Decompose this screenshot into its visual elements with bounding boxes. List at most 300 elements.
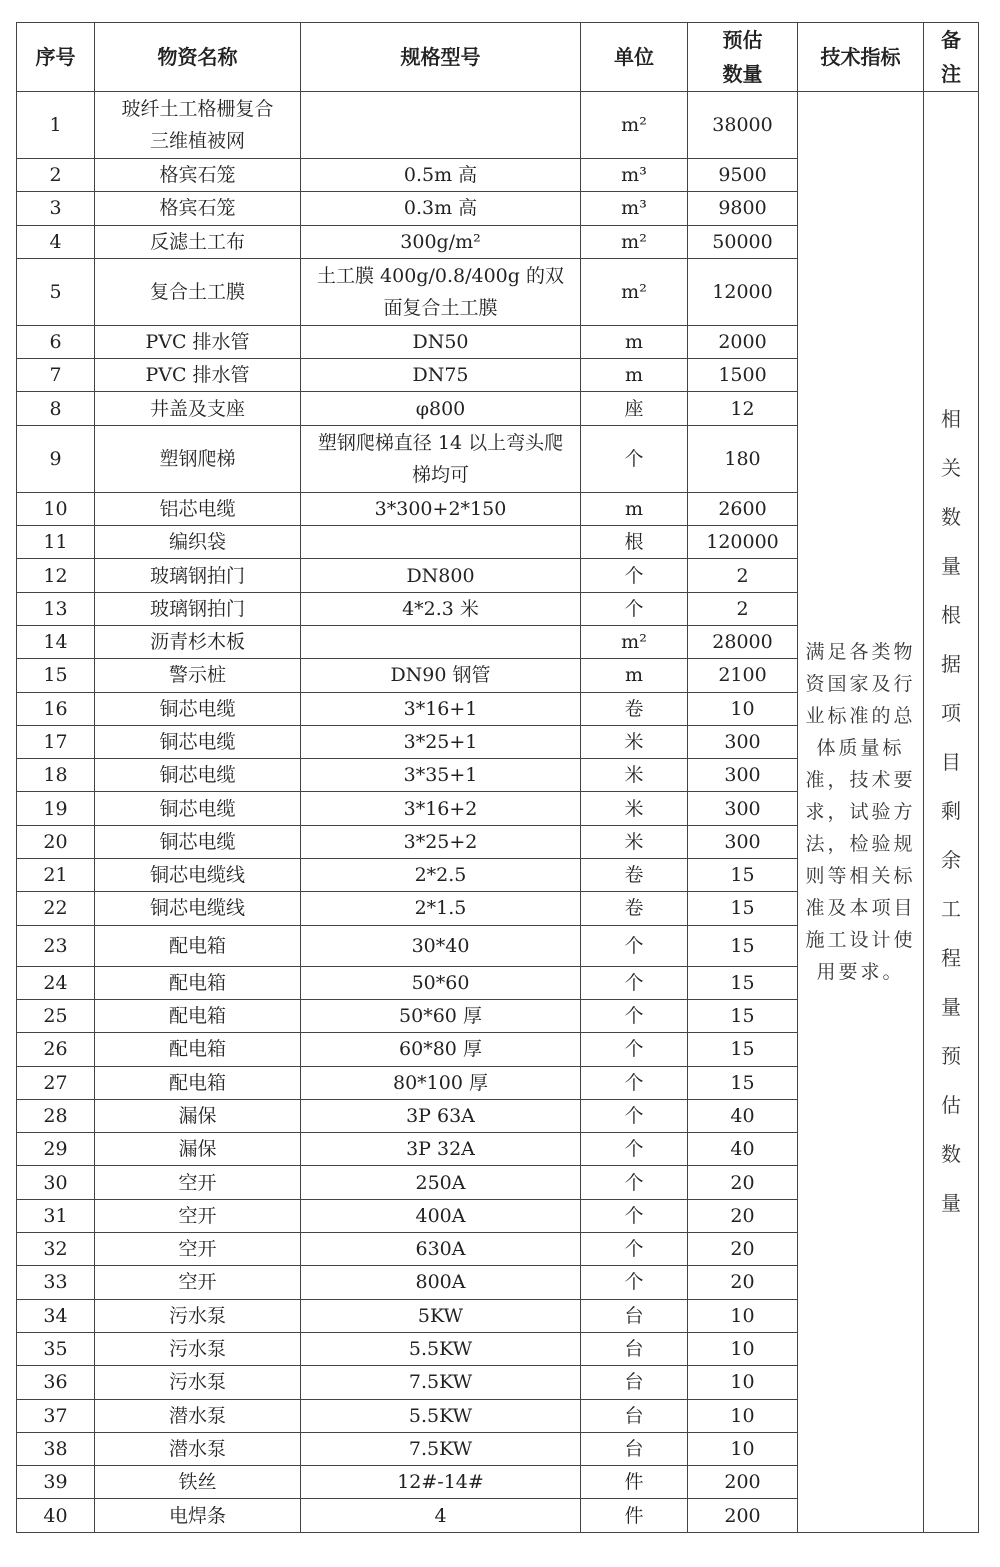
- cell-spec: [301, 659, 581, 692]
- cell-name-text: 井盖及支座: [149, 397, 245, 420]
- cell-unit: [581, 192, 688, 225]
- cell-no-text: 5: [49, 280, 62, 303]
- cell-qty: [688, 592, 798, 625]
- cell-name-text: 沥青杉木板: [149, 631, 245, 654]
- cell-name: [95, 1466, 301, 1499]
- cell-unit-text: 个: [624, 447, 644, 470]
- cell-unit: [581, 492, 688, 525]
- cell-qty-text: 10: [730, 697, 755, 720]
- cell-spec-text: 7.5KW: [408, 1437, 473, 1460]
- cell-no-text: 34: [43, 1304, 68, 1327]
- cell-qty: [688, 1332, 798, 1365]
- cell-spec: [301, 625, 581, 658]
- cell-unit: [581, 1166, 688, 1199]
- cell-qty-text: 1500: [718, 364, 767, 387]
- cell-qty-text: 28000: [712, 631, 773, 654]
- cell-spec: [301, 1499, 581, 1532]
- cell-no: [17, 1499, 95, 1532]
- cell-name: [95, 1099, 301, 1132]
- cell-no-text: 13: [43, 597, 68, 620]
- cell-no-text: 27: [43, 1071, 68, 1094]
- cell-no: [17, 526, 95, 559]
- header-remark: [924, 23, 979, 92]
- cell-name: [95, 325, 301, 358]
- cell-unit-text: m: [624, 497, 644, 520]
- cell-spec-text: 3*25+2: [403, 830, 478, 853]
- remark-text: 相关数量根据项目剩余工程量预估数量: [941, 407, 961, 1216]
- cell-unit-text: 个: [624, 1204, 644, 1227]
- cell-spec: [301, 425, 581, 492]
- cell-no: [17, 659, 95, 692]
- cell-spec: [301, 392, 581, 425]
- cell-unit: [581, 925, 688, 966]
- cell-unit: [581, 1332, 688, 1365]
- cell-unit-text: 米: [624, 764, 644, 787]
- cell-qty-text: 20: [730, 1204, 755, 1227]
- cell-spec-text: 12#-14#: [397, 1471, 484, 1494]
- cell-name-text: 污水泵: [168, 1338, 226, 1361]
- cell-no-text: 19: [43, 797, 68, 820]
- cell-spec-text: 0.3m 高: [403, 197, 478, 220]
- cell-name-text: 铜芯电缆线: [149, 864, 245, 887]
- cell-unit-text: 台: [624, 1371, 644, 1394]
- cell-qty-text: 2: [736, 564, 749, 587]
- cell-spec-text: 400A: [415, 1204, 466, 1227]
- cell-name-text: 空开: [178, 1271, 217, 1294]
- cell-spec-text: 30*40: [411, 934, 470, 957]
- cell-unit-text: 台: [624, 1338, 644, 1361]
- cell-no-text: 2: [49, 164, 62, 187]
- cell-qty-text: 180: [724, 447, 761, 470]
- cell-no: [17, 1233, 95, 1266]
- cell-no: [17, 1299, 95, 1332]
- cell-name: [95, 526, 301, 559]
- cell-unit-text: 个: [624, 1005, 644, 1028]
- cell-spec: [301, 92, 581, 159]
- cell-spec: [301, 1266, 581, 1299]
- cell-qty-text: 300: [724, 830, 761, 853]
- cell-name: [95, 1233, 301, 1266]
- cell-unit-text: 个: [624, 1271, 644, 1294]
- cell-no-text: 28: [43, 1104, 68, 1127]
- cell-unit-text: m: [624, 364, 644, 387]
- cell-qty-text: 20: [730, 1171, 755, 1194]
- cell-name-text: 塑钢爬梯: [159, 447, 236, 470]
- cell-name-text: 配电箱: [168, 1071, 226, 1094]
- header-qty: [688, 23, 798, 92]
- cell-spec-text: DN90 钢管: [390, 664, 491, 687]
- cell-spec: [301, 559, 581, 592]
- cell-spec-text: 2*2.5: [414, 864, 467, 887]
- materials-table: [16, 22, 979, 1533]
- cell-unit: [581, 92, 688, 159]
- cell-unit-text: m: [624, 331, 644, 354]
- cell-unit-text: m³: [621, 164, 647, 187]
- cell-qty: [688, 1033, 798, 1066]
- cell-no: [17, 1033, 95, 1066]
- cell-unit-text: 卷: [624, 697, 644, 720]
- cell-no-text: 39: [43, 1471, 68, 1494]
- cell-spec: [301, 892, 581, 925]
- cell-unit: [581, 859, 688, 892]
- cell-no: [17, 92, 95, 159]
- cell-qty: [688, 1466, 798, 1499]
- cell-name: [95, 625, 301, 658]
- cell-unit: [581, 1432, 688, 1465]
- cell-spec: [301, 1466, 581, 1499]
- cell-spec-text: 3P 32A: [406, 1138, 475, 1161]
- cell-spec: [301, 925, 581, 966]
- cell-no: [17, 359, 95, 392]
- header-qty-label: 预估数量: [722, 28, 763, 86]
- cell-qty: [688, 1199, 798, 1232]
- cell-qty: [688, 625, 798, 658]
- cell-qty-text: 15: [730, 897, 755, 920]
- cell-spec: [301, 825, 581, 858]
- cell-qty-text: 2600: [718, 497, 767, 520]
- cell-unit: [581, 1199, 688, 1232]
- cell-no: [17, 1332, 95, 1365]
- cell-unit-text: 个: [624, 971, 644, 994]
- cell-qty: [688, 325, 798, 358]
- cell-qty-text: 15: [730, 1071, 755, 1094]
- cell-name: [95, 92, 301, 159]
- cell-spec: [301, 1332, 581, 1365]
- cell-name: [95, 692, 301, 725]
- cell-no: [17, 192, 95, 225]
- cell-qty: [688, 892, 798, 925]
- cell-name-text: 铜芯电缆: [159, 797, 236, 820]
- cell-name: [95, 425, 301, 492]
- cell-unit-text: 个: [624, 1138, 644, 1161]
- cell-unit-text: m²: [621, 114, 647, 136]
- cell-name-text: 编织袋: [168, 531, 226, 554]
- cell-unit: [581, 759, 688, 792]
- cell-unit: [581, 1466, 688, 1499]
- cell-spec: [301, 1133, 581, 1166]
- cell-qty: [688, 759, 798, 792]
- cell-qty-text: 40: [730, 1138, 755, 1161]
- cell-name: [95, 1432, 301, 1465]
- cell-qty: [688, 692, 798, 725]
- cell-name-text: 漏保: [178, 1104, 217, 1127]
- cell-unit: [581, 1266, 688, 1299]
- cell-name-text: 空开: [178, 1238, 217, 1261]
- cell-qty: [688, 1399, 798, 1432]
- cell-spec-text: 60*80 厚: [399, 1038, 482, 1061]
- cell-name-text: 污水泵: [168, 1304, 226, 1327]
- cell-spec-text: DN800: [406, 564, 475, 587]
- cell-unit: [581, 999, 688, 1032]
- cell-qty-text: 40: [730, 1104, 755, 1127]
- cell-spec: [301, 258, 581, 325]
- cell-spec-text: 3*25+1: [403, 731, 478, 753]
- cell-unit: [581, 1099, 688, 1132]
- cell-no-text: 8: [49, 397, 62, 420]
- cell-name: [95, 359, 301, 392]
- cell-no: [17, 825, 95, 858]
- cell-name: [95, 192, 301, 225]
- cell-name-text: PVC 排水管: [145, 331, 250, 354]
- cell-name: [95, 559, 301, 592]
- cell-qty-text: 15: [730, 934, 755, 957]
- header-remark-label: 备注: [941, 28, 961, 86]
- table-row: [17, 92, 979, 159]
- cell-name-text: 玻璃钢拍门: [149, 564, 245, 587]
- cell-spec-text: 50*60: [411, 971, 470, 994]
- cell-name: [95, 392, 301, 425]
- cell-spec-text: 5.5KW: [408, 1404, 473, 1427]
- cell-qty: [688, 966, 798, 999]
- cell-spec: [301, 759, 581, 792]
- cell-name: [95, 825, 301, 858]
- cell-no-text: 37: [43, 1404, 68, 1427]
- cell-unit-text: 根: [624, 531, 644, 554]
- cell-unit-text: m²: [621, 631, 647, 654]
- cell-qty-text: 10: [730, 1404, 755, 1427]
- header-index: 序号: [17, 23, 95, 92]
- cell-qty: [688, 859, 798, 892]
- cell-qty-text: 300: [724, 731, 761, 753]
- cell-unit-text: 个: [624, 564, 644, 587]
- cell-unit: [581, 1066, 688, 1099]
- cell-qty-text: 300: [724, 797, 761, 820]
- cell-qty-text: 50000: [712, 230, 773, 253]
- cell-name-text: 配电箱: [168, 971, 226, 994]
- cell-no-text: 38: [43, 1437, 68, 1460]
- cell-spec: [301, 359, 581, 392]
- cell-name-text: 格宾石笼: [159, 164, 236, 187]
- cell-spec-text: 4: [434, 1504, 447, 1527]
- cell-no: [17, 925, 95, 966]
- cell-qty-text: 12000: [712, 280, 773, 303]
- cell-name-text: 铜芯电缆: [159, 731, 236, 753]
- cell-qty: [688, 1366, 798, 1399]
- cell-name: [95, 258, 301, 325]
- cell-spec: [301, 592, 581, 625]
- cell-no-text: 32: [43, 1238, 68, 1261]
- cell-unit-text: m²: [621, 280, 647, 303]
- cell-qty-text: 15: [730, 971, 755, 994]
- cell-spec: [301, 192, 581, 225]
- cell-unit-text: 个: [624, 1071, 644, 1094]
- cell-no-text: 3: [49, 197, 62, 220]
- cell-no: [17, 1133, 95, 1166]
- cell-qty-text: 38000: [712, 114, 773, 136]
- cell-name-text: 潜水泵: [168, 1404, 226, 1427]
- cell-name-text: 配电箱: [168, 1038, 226, 1061]
- cell-no: [17, 1366, 95, 1399]
- cell-qty-text: 20: [730, 1271, 755, 1294]
- cell-no-text: 30: [43, 1171, 68, 1194]
- cell-spec: [301, 526, 581, 559]
- cell-name-text: 配电箱: [168, 934, 226, 957]
- remark-cell: [924, 92, 979, 1533]
- cell-spec: [301, 725, 581, 758]
- cell-qty: [688, 725, 798, 758]
- cell-qty: [688, 559, 798, 592]
- cell-unit-text: 座: [624, 397, 644, 420]
- cell-name-text: 玻璃钢拍门: [149, 597, 245, 620]
- cell-qty: [688, 1299, 798, 1332]
- cell-no: [17, 492, 95, 525]
- cell-qty-text: 15: [730, 1038, 755, 1061]
- cell-name: [95, 159, 301, 192]
- cell-spec: [301, 1233, 581, 1266]
- cell-no: [17, 425, 95, 492]
- cell-spec-text: 50*60 厚: [399, 1005, 482, 1028]
- cell-no-text: 6: [49, 331, 62, 354]
- cell-unit-text: 台: [624, 1304, 644, 1327]
- cell-spec-text: 300g/m²: [400, 230, 481, 253]
- cell-no: [17, 225, 95, 258]
- cell-name: [95, 492, 301, 525]
- cell-spec-text: 80*100 厚: [393, 1071, 488, 1094]
- cell-unit: [581, 526, 688, 559]
- cell-qty-text: 10: [730, 1304, 755, 1327]
- cell-no-text: 31: [43, 1204, 68, 1227]
- cell-no: [17, 559, 95, 592]
- cell-unit-text: m³: [621, 197, 647, 220]
- cell-qty-text: 10: [730, 1437, 755, 1460]
- cell-unit: [581, 792, 688, 825]
- cell-spec: [301, 159, 581, 192]
- cell-name-text: 铜芯电缆: [159, 830, 236, 853]
- cell-no: [17, 792, 95, 825]
- cell-qty: [688, 1266, 798, 1299]
- cell-spec: [301, 1199, 581, 1232]
- cell-no: [17, 625, 95, 658]
- cell-qty-text: 10: [730, 1371, 755, 1394]
- cell-no: [17, 592, 95, 625]
- cell-name-text: 空开: [178, 1171, 217, 1194]
- cell-name-text: 电焊条: [168, 1504, 226, 1527]
- cell-spec: [301, 325, 581, 358]
- cell-no: [17, 999, 95, 1032]
- cell-unit: [581, 392, 688, 425]
- cell-unit: [581, 592, 688, 625]
- cell-name: [95, 1199, 301, 1232]
- cell-name: [95, 966, 301, 999]
- cell-unit-text: 个: [624, 1171, 644, 1194]
- cell-qty-text: 120000: [706, 531, 779, 554]
- cell-qty: [688, 425, 798, 492]
- cell-spec-text: 5KW: [417, 1304, 464, 1327]
- cell-unit-text: 个: [624, 597, 644, 620]
- table-body: [17, 92, 979, 1533]
- cell-unit: [581, 892, 688, 925]
- cell-qty: [688, 492, 798, 525]
- cell-spec-text: φ800: [415, 397, 466, 420]
- cell-no: [17, 325, 95, 358]
- cell-qty-text: 15: [730, 1005, 755, 1028]
- tech-spec-text: 满足各类物资国家及行业标准的总体质量标准，技术要求，试验方法，检验规则等相关标准及本项目施工设计使用要求。: [805, 640, 916, 983]
- cell-unit: [581, 725, 688, 758]
- cell-qty-text: 9500: [718, 164, 767, 187]
- cell-unit: [581, 692, 688, 725]
- cell-unit-text: 个: [624, 1104, 644, 1127]
- header-unit: 单位: [581, 23, 688, 92]
- cell-unit: [581, 1499, 688, 1532]
- cell-qty-text: 200: [724, 1504, 761, 1527]
- cell-no-text: 16: [43, 697, 68, 720]
- cell-name-text: 空开: [178, 1204, 217, 1227]
- cell-unit-text: 件: [624, 1504, 644, 1527]
- cell-name: [95, 1033, 301, 1066]
- cell-name-text: 复合土工膜: [149, 280, 245, 303]
- cell-spec: [301, 999, 581, 1032]
- cell-no: [17, 692, 95, 725]
- cell-spec: [301, 1166, 581, 1199]
- cell-no-text: 18: [43, 764, 68, 787]
- cell-qty: [688, 392, 798, 425]
- cell-qty: [688, 1099, 798, 1132]
- cell-qty-text: 2100: [718, 664, 767, 687]
- cell-qty-text: 300: [724, 764, 761, 787]
- cell-unit-text: 个: [624, 1238, 644, 1261]
- cell-unit: [581, 325, 688, 358]
- cell-name-text: PVC 排水管: [145, 364, 250, 387]
- cell-spec: [301, 492, 581, 525]
- cell-no-text: 7: [49, 364, 62, 387]
- cell-unit-text: 台: [624, 1404, 644, 1427]
- cell-spec-text: 7.5KW: [408, 1371, 473, 1394]
- cell-unit: [581, 359, 688, 392]
- cell-spec-text: 3*16+1: [403, 697, 478, 720]
- cell-unit: [581, 1233, 688, 1266]
- header-tech: 技术指标: [798, 23, 924, 92]
- cell-qty-text: 200: [724, 1471, 761, 1494]
- cell-no: [17, 159, 95, 192]
- cell-no: [17, 892, 95, 925]
- cell-qty: [688, 1432, 798, 1465]
- cell-unit-text: 件: [624, 1471, 644, 1494]
- cell-unit: [581, 1366, 688, 1399]
- cell-spec-text: DN75: [412, 364, 469, 387]
- cell-name: [95, 1166, 301, 1199]
- cell-unit: [581, 825, 688, 858]
- cell-name-text: 配电箱: [168, 1005, 226, 1028]
- cell-no-text: 17: [43, 731, 68, 753]
- cell-spec-text: 3*300+2*150: [374, 497, 507, 520]
- cell-qty: [688, 659, 798, 692]
- cell-name-text: 潜水泵: [168, 1437, 226, 1460]
- cell-no-text: 20: [43, 830, 68, 853]
- cell-name: [95, 759, 301, 792]
- cell-no-text: 1: [49, 114, 62, 136]
- cell-spec-text: DN50: [412, 331, 469, 354]
- cell-qty: [688, 825, 798, 858]
- cell-no: [17, 1099, 95, 1132]
- cell-unit-text: m²: [621, 230, 647, 253]
- cell-spec-text: 3*16+2: [403, 797, 478, 820]
- cell-unit-text: 个: [624, 934, 644, 957]
- cell-spec-text: 5.5KW: [408, 1338, 473, 1361]
- cell-no-text: 11: [43, 531, 68, 554]
- cell-unit: [581, 1033, 688, 1066]
- cell-unit: [581, 159, 688, 192]
- cell-qty: [688, 1066, 798, 1099]
- cell-qty: [688, 1499, 798, 1532]
- cell-name: [95, 859, 301, 892]
- cell-no-text: 25: [43, 1005, 68, 1028]
- cell-unit-text: 米: [624, 731, 644, 753]
- cell-spec-text: 土工膜 400g/0.8/400g 的双面复合土工膜: [317, 264, 564, 319]
- header-name: 物资名称: [95, 23, 301, 92]
- cell-qty: [688, 999, 798, 1032]
- cell-name: [95, 1133, 301, 1166]
- cell-spec-text: 3*35+1: [403, 764, 478, 787]
